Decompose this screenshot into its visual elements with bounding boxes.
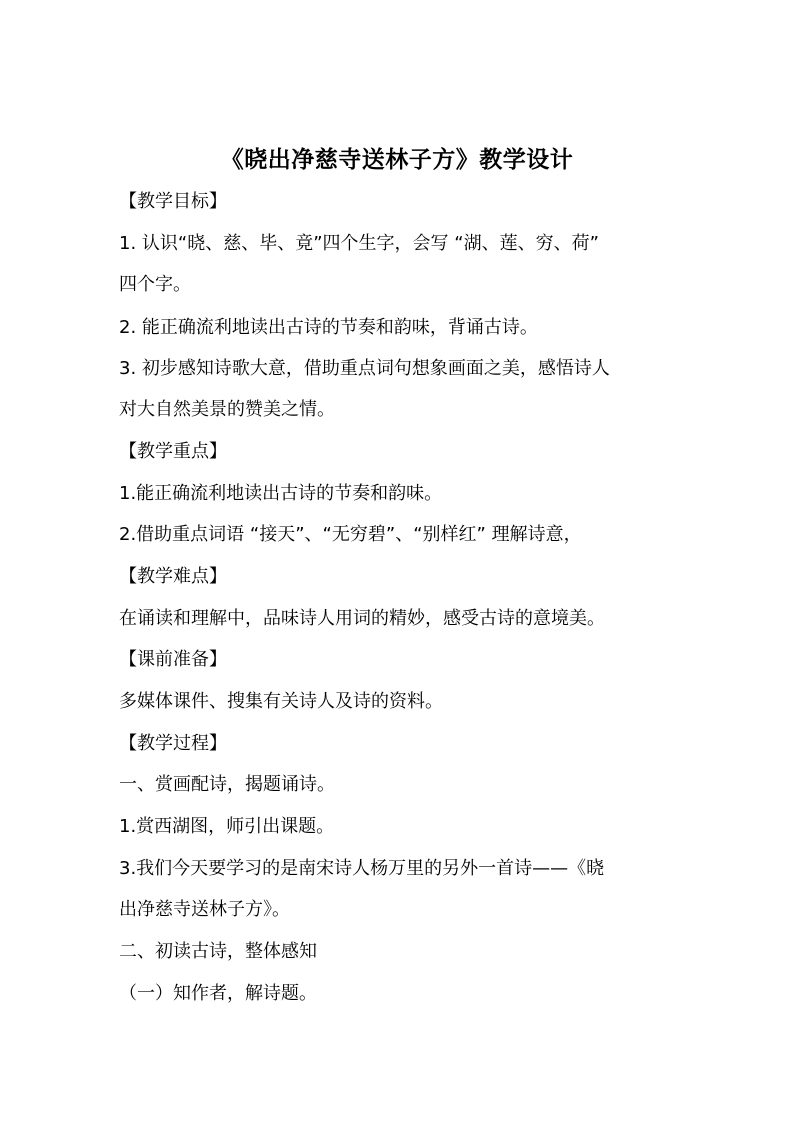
process-subsection-1: （一）知作者，解诗题。	[119, 983, 317, 1004]
heading-difficulties: 【教学难点】	[119, 566, 227, 587]
heading-key-points: 【教学重点】	[119, 441, 227, 462]
process-step-1: 1.赏西湖图，师引出课题。	[119, 816, 335, 837]
key-point-2: 2.借助重点词语 “接天”、“无穷碧”、“别样红” 理解诗意，	[119, 524, 582, 545]
difficulty-text: 在诵读和理解中，品味诗人用词的精妙，感受古诗的意境美。	[119, 608, 605, 629]
document-title: 《晓出净慈寺送林子方》教学设计	[220, 147, 574, 173]
heading-process: 【教学过程】	[119, 733, 227, 754]
goal-1-line-2: 四个字。	[119, 274, 191, 295]
goal-2: 2. 能正确流利地读出古诗的节奏和韵味，背诵古诗。	[119, 317, 538, 338]
preparation-text: 多媒体课件、搜集有关诗人及诗的资料。	[119, 691, 443, 712]
key-point-1: 1.能正确流利地读出古诗的节奏和韵味。	[119, 483, 443, 504]
goal-3-line-2: 对大自然美景的赞美之情。	[119, 399, 335, 420]
heading-preparation: 【课前准备】	[119, 649, 227, 670]
process-section-2: 二、初读古诗，整体感知	[119, 941, 317, 962]
process-section-1: 一、赏画配诗，揭题诵诗。	[119, 774, 335, 795]
goal-1-line-1: 1. 认识“晓、慈、毕、竟”四个生字，会写 “湖、莲、穷、荷”	[119, 233, 599, 254]
process-step-3-line-1: 3.我们今天要学习的是南宋诗人杨万里的另外一首诗——《晓	[119, 858, 605, 879]
goal-3-line-1: 3. 初步感知诗歌大意，借助重点词句想象画面之美，感悟诗人	[119, 358, 610, 379]
process-step-3-line-2: 出净慈寺送林子方》。	[119, 899, 290, 920]
heading-teaching-goals: 【教学目标】	[119, 191, 227, 212]
